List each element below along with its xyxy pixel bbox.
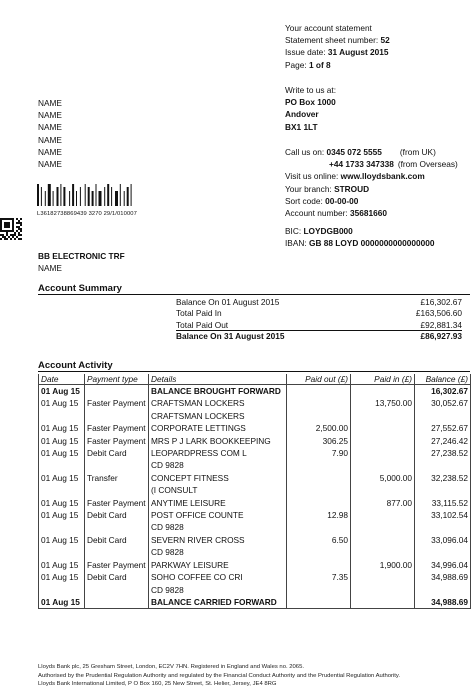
sheet-number-line bbox=[285, 34, 390, 46]
activity-cell: CONCEPT FITNESS bbox=[149, 472, 287, 484]
activity-cell: BALANCE BROUGHT FORWARD bbox=[149, 385, 287, 398]
account-summary-title: Account Summary bbox=[38, 283, 122, 294]
activity-cell: SEVERN RIVER CROSS bbox=[149, 534, 287, 546]
customer-address bbox=[38, 97, 62, 170]
account-type: BB ELECTRONIC TRF bbox=[38, 251, 125, 261]
activity-cell bbox=[415, 459, 471, 471]
activity-cell bbox=[351, 435, 415, 447]
activity-cell: 7.90 bbox=[287, 447, 351, 459]
activity-cell bbox=[85, 546, 149, 558]
summary-value: £16,302.67 bbox=[420, 297, 462, 307]
address-line: NAME bbox=[38, 98, 62, 108]
activity-cell: 34,988.69 bbox=[415, 571, 471, 583]
activity-cell: CORPORATE LETTINGS bbox=[149, 422, 287, 434]
write-to-line2: Andover bbox=[285, 109, 319, 120]
activity-cell bbox=[39, 410, 85, 422]
activity-cell: Faster Payment bbox=[85, 559, 149, 571]
account-activity-title: Account Activity bbox=[38, 360, 113, 371]
activity-cell: 33,096.04 bbox=[415, 534, 471, 546]
activity-cell bbox=[85, 385, 149, 398]
activity-cell bbox=[415, 484, 471, 496]
activity-cell: Debit Card bbox=[85, 534, 149, 546]
bic-line bbox=[285, 225, 458, 237]
header-balance: Balance (£) bbox=[415, 374, 471, 385]
activity-cell bbox=[351, 484, 415, 496]
activity-cell: 01 Aug 15 bbox=[39, 509, 85, 521]
phone-overseas-note: (from Overseas) bbox=[397, 159, 458, 170]
iban-label: IBAN: bbox=[285, 238, 309, 249]
address-line: NAME bbox=[38, 134, 62, 145]
activity-cell bbox=[415, 521, 471, 533]
phone-uk[interactable]: 0345 072 5555 bbox=[326, 147, 382, 157]
website-link[interactable]: www.lloydsbank.com bbox=[340, 171, 425, 182]
iban-line bbox=[285, 237, 458, 249]
summary-row-paid-out bbox=[176, 320, 462, 331]
activity-cell bbox=[351, 584, 415, 596]
activity-cell bbox=[287, 546, 351, 558]
account-number-label: Account number: bbox=[285, 208, 351, 219]
activity-cell bbox=[39, 484, 85, 496]
summary-value: £86,927.93 bbox=[420, 331, 462, 342]
account-summary bbox=[176, 297, 462, 343]
table-row bbox=[39, 397, 471, 409]
summary-row-paid-in bbox=[176, 308, 462, 319]
address-line: NAME bbox=[38, 159, 62, 170]
sort-code-line bbox=[285, 195, 458, 207]
account-holder-name: NAME bbox=[38, 263, 62, 273]
table-row bbox=[39, 435, 471, 447]
address-line: NAME bbox=[38, 110, 62, 121]
legal-footer bbox=[38, 663, 400, 689]
activity-cell: 16,302.67 bbox=[415, 385, 471, 398]
activity-cell bbox=[351, 521, 415, 533]
activity-cell bbox=[287, 596, 351, 609]
activity-cell: SOHO COFFEE CO CRI bbox=[149, 571, 287, 583]
activity-cell bbox=[85, 410, 149, 422]
activity-cell: 01 Aug 15 bbox=[39, 435, 85, 447]
activity-cell bbox=[287, 497, 351, 509]
activity-cell bbox=[85, 484, 149, 496]
activity-cell bbox=[287, 410, 351, 422]
activity-cell: Faster Payment bbox=[85, 397, 149, 409]
table-row bbox=[39, 385, 471, 398]
activity-cell: 306.25 bbox=[287, 435, 351, 447]
table-row bbox=[39, 509, 471, 521]
page-line bbox=[285, 59, 390, 71]
activity-cell: LEOPARDPRESS COM L bbox=[149, 447, 287, 459]
sheet-number: 52 bbox=[380, 35, 390, 46]
statement-header bbox=[285, 22, 390, 71]
activity-cell: CD 9828 bbox=[149, 459, 287, 471]
activity-cell: (I CONSULT bbox=[149, 484, 287, 496]
activity-cell bbox=[287, 472, 351, 484]
activity-cell: 1,900.00 bbox=[351, 559, 415, 571]
activity-cell: 13,750.00 bbox=[351, 397, 415, 409]
activity-cell bbox=[351, 509, 415, 521]
website-line bbox=[285, 170, 458, 182]
table-row bbox=[39, 546, 471, 558]
activity-cell bbox=[351, 385, 415, 398]
activity-cell bbox=[415, 546, 471, 558]
activity-cell: 5,000.00 bbox=[351, 472, 415, 484]
account-activity-table bbox=[38, 374, 471, 609]
table-row bbox=[39, 497, 471, 509]
activity-cell: 27,246.42 bbox=[415, 435, 471, 447]
contact-details bbox=[285, 146, 458, 250]
activity-cell bbox=[415, 410, 471, 422]
table-row bbox=[39, 596, 471, 609]
account-number-line bbox=[285, 207, 458, 219]
bic-label: BIC: bbox=[285, 226, 304, 237]
activity-cell bbox=[287, 459, 351, 471]
header-paid-in: Paid in (£) bbox=[351, 374, 415, 385]
table-row bbox=[39, 571, 471, 583]
activity-cell: 34,996.04 bbox=[415, 559, 471, 571]
sheet-number-label: Statement sheet number: bbox=[285, 35, 381, 46]
activity-cell: Debit Card bbox=[85, 571, 149, 583]
page-value: 1 of 8 bbox=[309, 59, 331, 70]
activity-cell bbox=[39, 584, 85, 596]
page-label: Page: bbox=[285, 59, 309, 70]
activity-cell bbox=[39, 546, 85, 558]
table-row bbox=[39, 410, 471, 422]
activity-cell: Debit Card bbox=[85, 447, 149, 459]
table-row bbox=[39, 534, 471, 546]
address-line: NAME bbox=[38, 122, 62, 133]
activity-cell: 34,988.69 bbox=[415, 596, 471, 609]
activity-cell: 01 Aug 15 bbox=[39, 472, 85, 484]
table-row bbox=[39, 472, 471, 484]
activity-header-row bbox=[39, 374, 471, 385]
activity-cell bbox=[85, 584, 149, 596]
activity-cell: CRAFTSMAN LOCKERS bbox=[149, 397, 287, 409]
write-to-line3: BX1 1LT bbox=[285, 121, 318, 132]
activity-cell bbox=[287, 521, 351, 533]
activity-cell: CD 9828 bbox=[149, 546, 287, 558]
activity-cell bbox=[351, 534, 415, 546]
phone-uk-note: (from UK) bbox=[399, 147, 436, 157]
activity-cell: ANYTIME LEISURE bbox=[149, 497, 287, 509]
table-row bbox=[39, 584, 471, 596]
activity-cell: 33,102.54 bbox=[415, 509, 471, 521]
header-details: Details bbox=[149, 374, 287, 385]
write-to-line1: PO Box 1000 bbox=[285, 97, 336, 108]
activity-cell bbox=[287, 584, 351, 596]
activity-cell: MRS P J LARK BOOKKEEPING bbox=[149, 435, 287, 447]
activity-cell bbox=[287, 559, 351, 571]
account-name-block bbox=[38, 250, 125, 274]
call-line bbox=[285, 146, 458, 158]
summary-value: £92,881.34 bbox=[420, 319, 462, 330]
summary-label: Balance On 01 August 2015 bbox=[176, 297, 280, 307]
activity-cell bbox=[85, 459, 149, 471]
activity-cell: 01 Aug 15 bbox=[39, 559, 85, 571]
activity-cell: CRAFTSMAN LOCKERS bbox=[149, 410, 287, 422]
activity-cell bbox=[415, 584, 471, 596]
activity-cell: POST OFFICE COUNTE bbox=[149, 509, 287, 521]
summary-label: Total Paid In bbox=[176, 308, 222, 319]
issue-date-line bbox=[285, 46, 390, 58]
barcode-reference: L36182738869439 3270 29/1/010007 bbox=[37, 211, 137, 217]
activity-cell: 6.50 bbox=[287, 534, 351, 546]
activity-cell bbox=[351, 422, 415, 434]
write-to-label: Write to us at: bbox=[285, 85, 337, 95]
visit-label: Visit us online: bbox=[285, 171, 341, 182]
activity-cell: 30,052.67 bbox=[415, 397, 471, 409]
activity-cell bbox=[351, 546, 415, 558]
activity-cell: Faster Payment bbox=[85, 497, 149, 509]
activity-cell: 01 Aug 15 bbox=[39, 596, 85, 609]
activity-cell: 01 Aug 15 bbox=[39, 397, 85, 409]
activity-cell: 01 Aug 15 bbox=[39, 497, 85, 509]
summary-row-closing bbox=[176, 331, 462, 342]
activity-cell: Transfer bbox=[85, 472, 149, 484]
footer-line: Authorised by the Prudential Regulation Authority and regulated by the Financial Conduct Authority and the Prudential Regulation Authority. bbox=[38, 672, 401, 679]
table-row bbox=[39, 422, 471, 434]
bic: LOYDGB000 bbox=[303, 226, 353, 237]
activity-cell: CD 9828 bbox=[149, 584, 287, 596]
activity-cell bbox=[85, 521, 149, 533]
activity-cell: 12.98 bbox=[287, 509, 351, 521]
postal-barcode-icon bbox=[37, 184, 157, 206]
activity-cell bbox=[287, 484, 351, 496]
activity-cell: 01 Aug 15 bbox=[39, 422, 85, 434]
summary-label: Total Paid Out bbox=[176, 319, 229, 330]
iban: GB 88 LOYD 0000000000000000 bbox=[308, 238, 435, 249]
summary-divider bbox=[38, 294, 470, 295]
footer-line: Lloyds Bank International Limited, P O Box 160, 25 New Street, St. Helier, Jersey, JE4 8RG bbox=[38, 681, 277, 688]
activity-cell bbox=[351, 410, 415, 422]
header-date: Date bbox=[39, 374, 85, 385]
activity-cell: Faster Payment bbox=[85, 422, 149, 434]
activity-cell: 33,115.52 bbox=[415, 497, 471, 509]
branch-line bbox=[285, 183, 458, 195]
qr-code-icon bbox=[0, 218, 22, 240]
address-line: NAME bbox=[38, 146, 62, 157]
table-row bbox=[39, 521, 471, 533]
activity-cell: PARKWAY LEISURE bbox=[149, 559, 287, 571]
table-row bbox=[39, 459, 471, 471]
table-row bbox=[39, 559, 471, 571]
activity-cell bbox=[287, 385, 351, 398]
activity-cell: 01 Aug 15 bbox=[39, 385, 85, 398]
activity-cell: 2,500.00 bbox=[287, 422, 351, 434]
sort-code-label: Sort code: bbox=[285, 195, 326, 206]
account-number: 35681660 bbox=[350, 208, 387, 219]
activity-cell: 7.35 bbox=[287, 571, 351, 583]
table-row bbox=[39, 447, 471, 459]
activity-cell: BALANCE CARRIED FORWARD bbox=[149, 596, 287, 609]
activity-cell: 877.00 bbox=[351, 497, 415, 509]
summary-value: £163,506.60 bbox=[415, 308, 462, 319]
activity-divider bbox=[38, 371, 470, 372]
write-to-address bbox=[285, 84, 336, 133]
activity-cell bbox=[85, 596, 149, 609]
summary-row-opening bbox=[176, 297, 462, 308]
phone-overseas[interactable]: +44 1733 347338 bbox=[329, 159, 394, 170]
activity-cell: 27,552.67 bbox=[415, 422, 471, 434]
issue-date-label: Issue date: bbox=[285, 47, 328, 58]
issue-date: 31 August 2015 bbox=[327, 47, 389, 58]
activity-cell: 01 Aug 15 bbox=[39, 534, 85, 546]
table-row bbox=[39, 484, 471, 496]
activity-cell: 01 Aug 15 bbox=[39, 447, 85, 459]
call-label: Call us on: bbox=[285, 147, 327, 157]
activity-cell bbox=[39, 459, 85, 471]
activity-cell: CD 9828 bbox=[149, 521, 287, 533]
activity-cell: 32,238.52 bbox=[415, 472, 471, 484]
activity-cell: Debit Card bbox=[85, 509, 149, 521]
header-payment-type: Payment type bbox=[85, 374, 149, 385]
activity-cell bbox=[39, 521, 85, 533]
statement-title: Your account statement bbox=[285, 23, 372, 33]
activity-cell: Faster Payment bbox=[85, 435, 149, 447]
summary-label: Balance On 31 August 2015 bbox=[176, 331, 285, 342]
activity-cell bbox=[287, 397, 351, 409]
footer-line: Lloyds Bank plc, 25 Gresham Street, London, EC2V 7HN. Registered in England and Wales no. 2065. bbox=[38, 664, 304, 670]
sort-code: 00-00-00 bbox=[325, 195, 359, 206]
header-paid-out: Paid out (£) bbox=[287, 374, 351, 385]
activity-cell: 01 Aug 15 bbox=[39, 571, 85, 583]
activity-cell bbox=[351, 596, 415, 609]
branch-label: Your branch: bbox=[285, 183, 335, 194]
activity-cell: 27,238.52 bbox=[415, 447, 471, 459]
activity-cell bbox=[351, 447, 415, 459]
activity-cell bbox=[351, 459, 415, 471]
branch-name: STROUD bbox=[334, 183, 370, 194]
activity-cell bbox=[351, 571, 415, 583]
overseas-line bbox=[285, 158, 458, 170]
activity-rows bbox=[39, 385, 471, 609]
